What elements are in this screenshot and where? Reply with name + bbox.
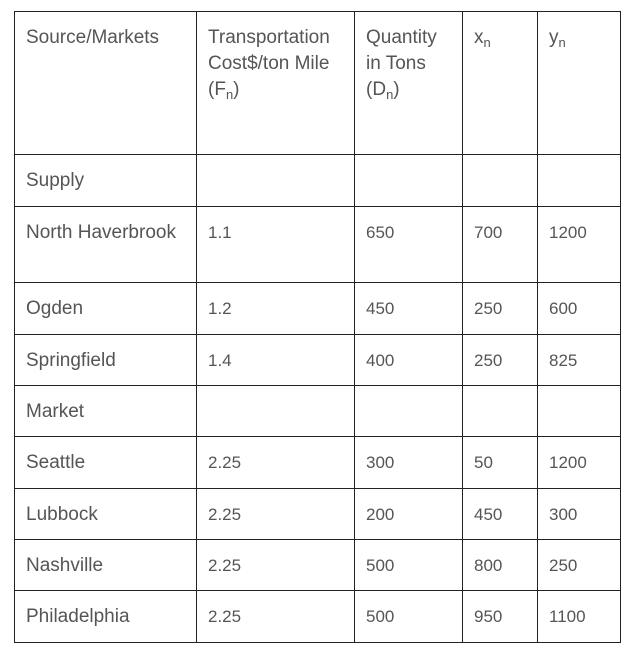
row-cost: 1.1 [197, 207, 355, 283]
row-name: Nashville [15, 540, 197, 591]
row-name: Lubbock [15, 489, 197, 540]
table-row [15, 489, 621, 540]
section-label-market: Market [15, 386, 197, 437]
row-name: Springfield [15, 335, 197, 386]
table-row [15, 207, 621, 283]
header-quantity-subscript: n [386, 87, 394, 102]
table-row [15, 335, 621, 386]
row-cost: 1.2 [197, 283, 355, 335]
row-y: 250 [538, 540, 621, 591]
row-quantity: 450 [355, 283, 463, 335]
row-cost: 2.25 [197, 540, 355, 591]
row-x: 250 [463, 335, 538, 386]
transportation-table [14, 11, 621, 643]
row-y: 825 [538, 335, 621, 386]
row-x: 50 [463, 437, 538, 489]
table-row [15, 591, 621, 643]
row-y: 600 [538, 283, 621, 335]
row-y: 1200 [538, 207, 621, 283]
row-cost: 2.25 [197, 489, 355, 540]
section-row-supply [15, 155, 621, 207]
row-name: Seattle [15, 437, 197, 489]
row-quantity: 300 [355, 437, 463, 489]
section-row-market [15, 386, 621, 437]
row-quantity: 500 [355, 591, 463, 643]
row-y: 300 [538, 489, 621, 540]
row-quantity: 200 [355, 489, 463, 540]
header-x: $x_n$ [463, 12, 538, 155]
row-x: 250 [463, 283, 538, 335]
header-x-subscript: n [483, 35, 491, 50]
table-row [15, 437, 621, 489]
row-x: 700 [463, 207, 538, 283]
row-y: 1200 [538, 437, 621, 489]
header-quantity: Quantity in Tons $(D_n)$ [355, 12, 463, 155]
row-y: 1100 [538, 591, 621, 643]
row-quantity: 500 [355, 540, 463, 591]
header-y-subscript: n [558, 35, 566, 50]
header-cost: Transportation Cost$/ton Mile $(F_n)$ [197, 12, 355, 155]
row-cost: 2.25 [197, 437, 355, 489]
header-cost-subscript: n [225, 87, 234, 102]
row-x: 950 [463, 591, 538, 643]
row-cost: 1.4 [197, 335, 355, 386]
table-row [15, 283, 621, 335]
row-cost: 2.25 [197, 591, 355, 643]
header-row [15, 12, 621, 155]
row-name: Philadelphia [15, 591, 197, 643]
header-y: $y_n$ [538, 12, 621, 155]
row-x: 800 [463, 540, 538, 591]
section-label-supply: Supply [15, 155, 197, 207]
row-name: North Haverbrook [15, 207, 197, 283]
row-quantity: 650 [355, 207, 463, 283]
header-source: Source/Markets [15, 12, 197, 155]
row-x: 450 [463, 489, 538, 540]
row-quantity: 400 [355, 335, 463, 386]
row-name: Ogden [15, 283, 197, 335]
table-row [15, 540, 621, 591]
